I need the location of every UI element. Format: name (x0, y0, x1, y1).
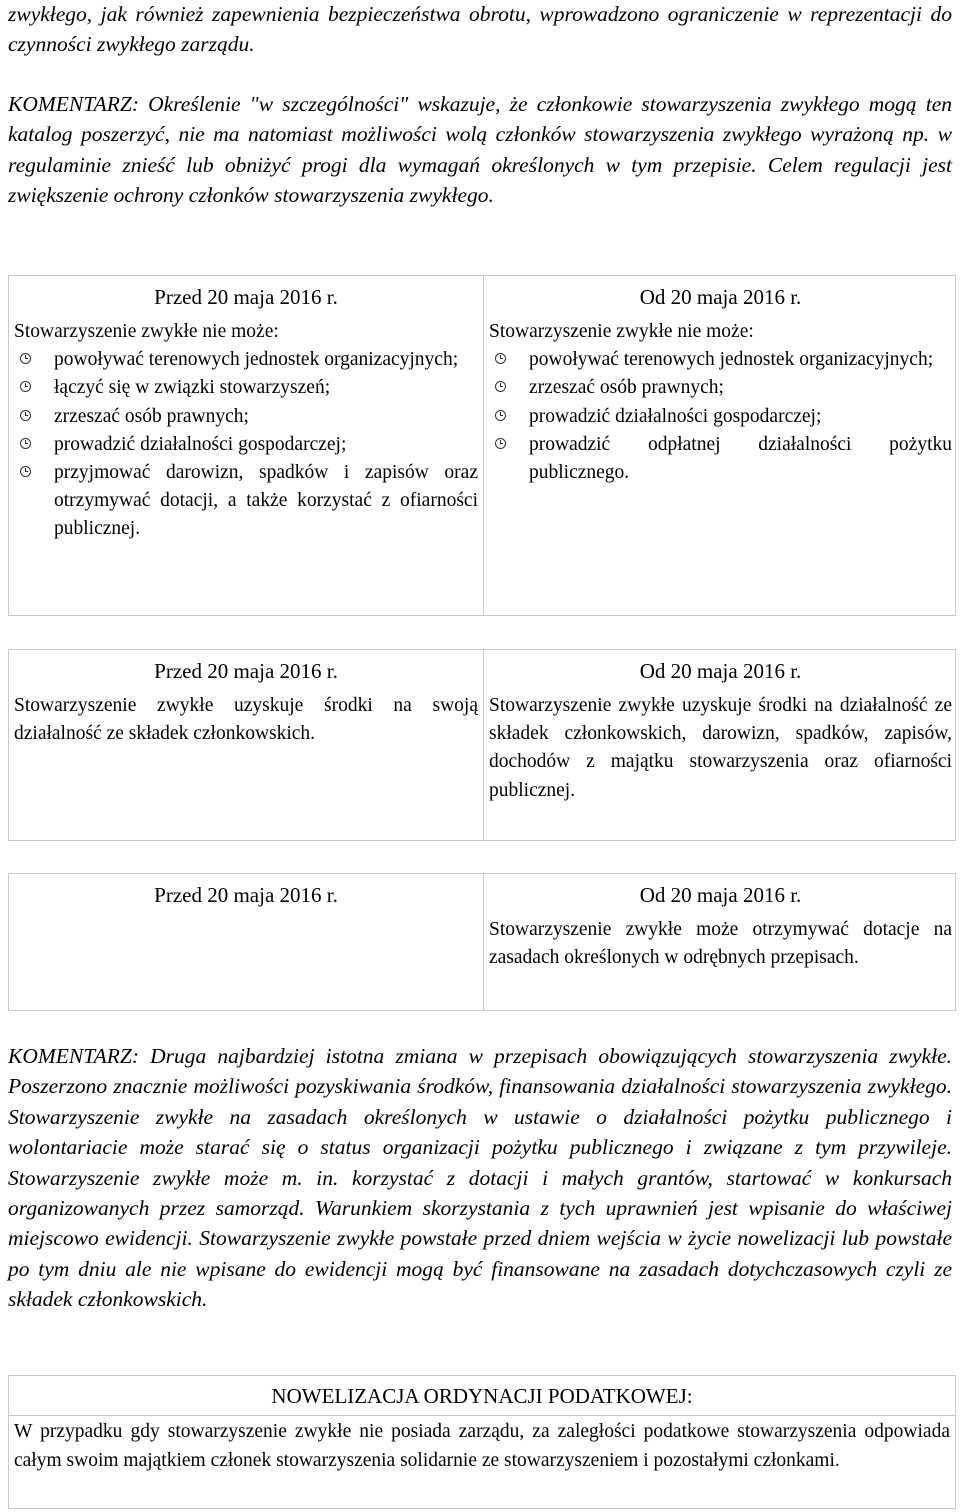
before-text: Stowarzyszenie zwykłe uzyskuje środki na swoją działalność ze składek członkowskich. (14, 695, 478, 745)
clock-bullet-icon (495, 353, 506, 364)
before-heading: Przed 20 maja 2016 r. (154, 285, 338, 309)
before-heading: Przed 20 maja 2016 r. (154, 883, 338, 907)
before-list (14, 346, 478, 543)
after-column (484, 874, 957, 1010)
after-text: Stowarzyszenie zwykłe może otrzymywać dotacje na zasadach określonych w odrębnych przepisach. (489, 919, 952, 969)
comment-paragraph-2: KOMENTARZ: Druga najbardziej istotna zmiana w przepisach obowiązujących stowarzyszenia zwykłe. Poszerzono znacznie możliwości pozyskiwania środków, finansowania działalności stowarzyszenia zwykłego. Stowarzyszenie zwykłe na zasadach określonych w ustawie o działalności pożytku publicznego i wolontariacie może starać się o status organizacji pożytku publicznego i związane z tym przywileje. Stowarzyszenie zwykłe może m. in. korzystać z dotacji i małych grantów, startować w konkursach organizowanych przez samorząd. Warunkiem skorzystania z tych uprawnień jest wpisanie do właściwej miejscowo ewidencji. Stowarzyszenie zwykłe powstałe przed dniem wejścia w życie nowelizacji lub powstałe po tym dniu ale nie wpisane do ewidencji mogą być finansowane na zasadach dotychczasowych czyli ze składek członkowskich. (8, 1044, 952, 1312)
before-column (9, 874, 484, 1010)
before-intro: Stowarzyszenie zwykłe nie może: (14, 321, 279, 342)
list-item: przyjmować darowizn, spadków i zapisów oraz otrzymywać dotacji, a także korzystać z ofiarności publicznej. (14, 459, 478, 544)
comment-paragraph-1: KOMENTARZ: Określenie "w szczególności" wskazuje, że członkowie stowarzyszenia zwykłego mogą ten katalog poszerzyć, nie ma natomiast możliwości wolą członków stowarzyszenia zwykłego wyrażoną np. w regulaminie znieść lub obniżyć progi dla wymagań określonych w tym przepisie. Celem regulacji jest zwiększenie ochrony członków stowarzyszenia zwykłego. (8, 92, 952, 208)
list-item: prowadzić odpłatnej działalności pożytku publicznego. (489, 431, 952, 487)
clock-bullet-icon (495, 410, 506, 421)
clock-bullet-icon (495, 381, 506, 392)
before-heading: Przed 20 maja 2016 r. (154, 659, 338, 683)
clock-bullet-icon (20, 410, 31, 421)
list-item: prowadzić działalności gospodarczej; (14, 431, 478, 459)
clock-bullet-icon (20, 466, 31, 477)
comparison-table-funding (8, 649, 956, 841)
after-column (484, 650, 957, 840)
list-item: prowadzić działalności gospodarczej; (489, 403, 952, 431)
after-text: Stowarzyszenie zwykłe uzyskuje środki na działalność ze składek członkowskich, darowizn, spadków, zapisów, dochodów z majątku stowarzyszenia oraz ofiarności publicznej. (489, 695, 952, 801)
after-heading: Od 20 maja 2016 r. (639, 659, 802, 683)
after-list (489, 346, 952, 487)
before-column (9, 276, 484, 615)
tax-amendment-text: W przypadku gdy stowarzyszenie zwykłe nie posiada zarządu, za zaległości podatkowe stowarzyszenia odpowiada całym swoim majątkiem członek stowarzyszenia solidarnie ze stowarzyszeniem i pozostałymi członkami. (14, 1421, 950, 1471)
clock-bullet-icon (20, 353, 31, 364)
comparison-table-grants (8, 873, 956, 1011)
after-heading: Od 20 maja 2016 r. (639, 285, 802, 309)
intro-paragraph: zwykłego, jak również zapewnienia bezpieczeństwa obrotu, wprowadzono ograniczenie w reprezentacji do czynności zwykłego zarządu. (8, 2, 952, 57)
after-heading: Od 20 maja 2016 r. (639, 883, 802, 907)
list-item: zrzeszać osób prawnych; (14, 403, 478, 431)
before-column (9, 650, 484, 840)
clock-bullet-icon (495, 438, 506, 449)
after-intro: Stowarzyszenie zwykłe nie może: (489, 321, 754, 342)
tax-amendment-box (8, 1375, 956, 1509)
list-item: zrzeszać osób prawnych; (489, 374, 952, 402)
clock-bullet-icon (20, 381, 31, 392)
list-item: powoływać terenowych jednostek organizacyjnych; (14, 346, 478, 374)
clock-bullet-icon (20, 438, 31, 449)
list-item: łączyć się w związki stowarzyszeń; (14, 374, 478, 402)
comparison-table-prohibitions (8, 275, 956, 616)
after-column (484, 276, 957, 615)
tax-amendment-title: NOWELIZACJA ORDYNACJI PODATKOWEJ: (9, 1376, 955, 1416)
list-item: powoływać terenowych jednostek organizacyjnych; (489, 346, 952, 374)
